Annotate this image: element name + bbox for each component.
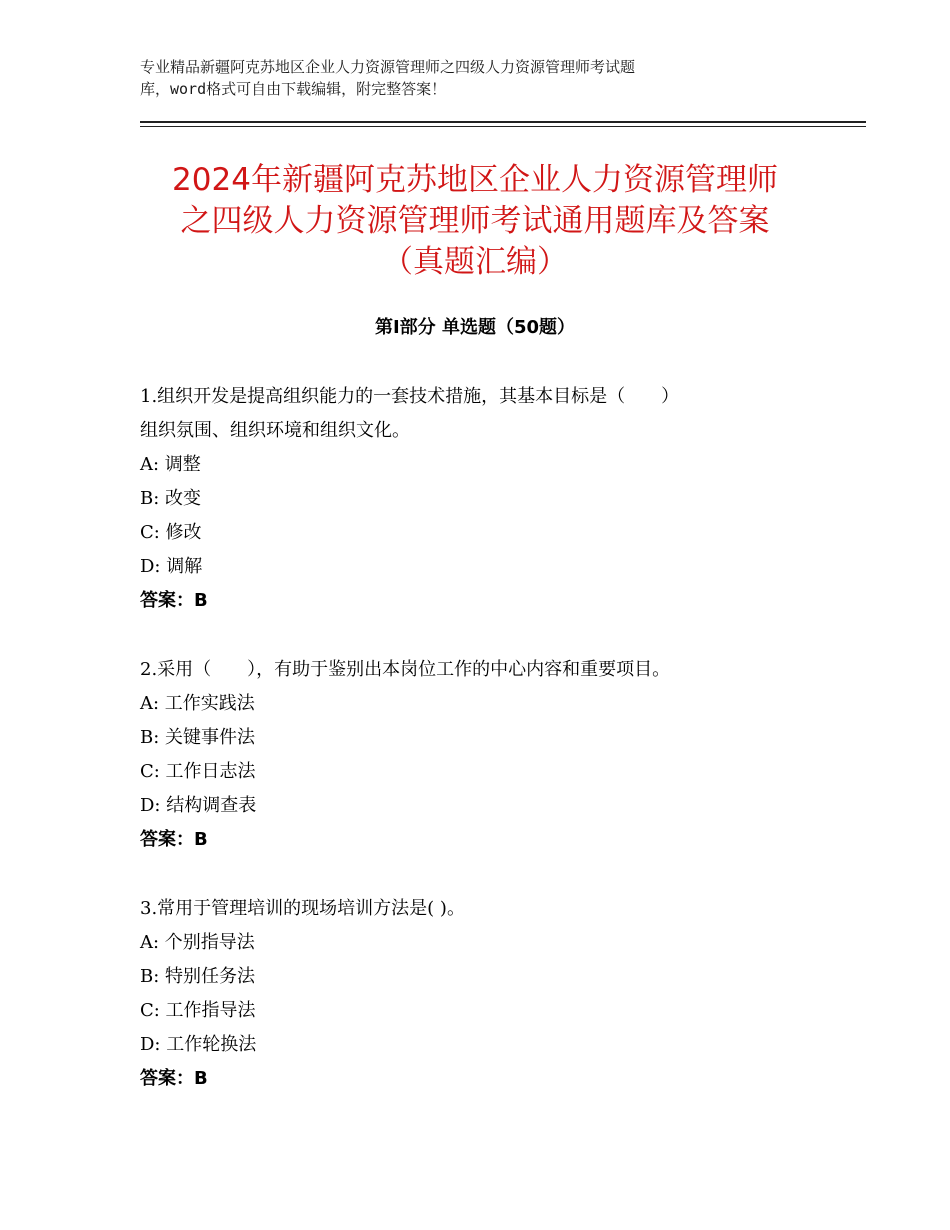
question-3-answer: 答案：B — [140, 1068, 208, 1089]
question-3-option-b: B: 特别任务法 — [140, 966, 256, 987]
question-1-stem — [140, 380, 840, 448]
question-1-option-b: B: 改变 — [140, 488, 202, 509]
header-divider-thin — [140, 126, 866, 127]
document-title-line-1: 2024年新疆阿克苏地区企业人力资源管理师 — [172, 162, 778, 198]
question-2-option-a: A: 工作实践法 — [140, 693, 255, 714]
question-3-stem-line-1: 3.常用于管理培训的现场培训方法是( )。 — [140, 898, 465, 919]
question-1 — [140, 380, 840, 618]
question-1-stem-line-2: 组织氛围、组织环境和组织文化。 — [140, 420, 410, 441]
question-2-answer: 答案：B — [140, 829, 208, 850]
document-title-line-2: 之四级人力资源管理师考试通用题库及答案 — [180, 203, 770, 239]
section-heading: 第Ⅰ部分 单选题（50题） — [374, 317, 575, 338]
question-2 — [140, 653, 840, 857]
header-note-line-2: 库，word格式可自由下载编辑，附完整答案！ — [140, 80, 447, 98]
question-1-option-d: D: 调解 — [140, 556, 203, 577]
question-1-answer: 答案：B — [140, 590, 208, 611]
question-2-stem-line-1: 2.采用（ ），有助于鉴别出本岗位工作的中心内容和重要项目。 — [140, 659, 671, 680]
header-note — [140, 56, 780, 100]
question-2-option-c: C: 工作日志法 — [140, 761, 256, 782]
question-1-option-c: C: 修改 — [140, 522, 202, 543]
document-title-line-3: （真题汇编） — [382, 244, 568, 280]
header-note-line-1: 专业精品新疆阿克苏地区企业人力资源管理师之四级人力资源管理师考试题 — [140, 58, 636, 76]
question-3 — [140, 892, 840, 1096]
question-2-option-b: B: 关键事件法 — [140, 727, 256, 748]
question-3-option-a: A: 个别指导法 — [140, 932, 255, 953]
header-divider-thick — [140, 121, 866, 123]
question-1-option-a: A: 调整 — [140, 454, 201, 475]
question-2-option-d: D: 结构调查表 — [140, 795, 257, 816]
document-title — [60, 160, 890, 283]
question-2-stem — [140, 653, 840, 687]
question-1-stem-line-1: 1.组织开发是提高组织能力的一套技术措施，其基本目标是（ ） — [140, 386, 680, 407]
question-3-stem — [140, 892, 840, 926]
question-3-option-c: C: 工作指导法 — [140, 1000, 256, 1021]
question-3-option-d: D: 工作轮换法 — [140, 1034, 257, 1055]
